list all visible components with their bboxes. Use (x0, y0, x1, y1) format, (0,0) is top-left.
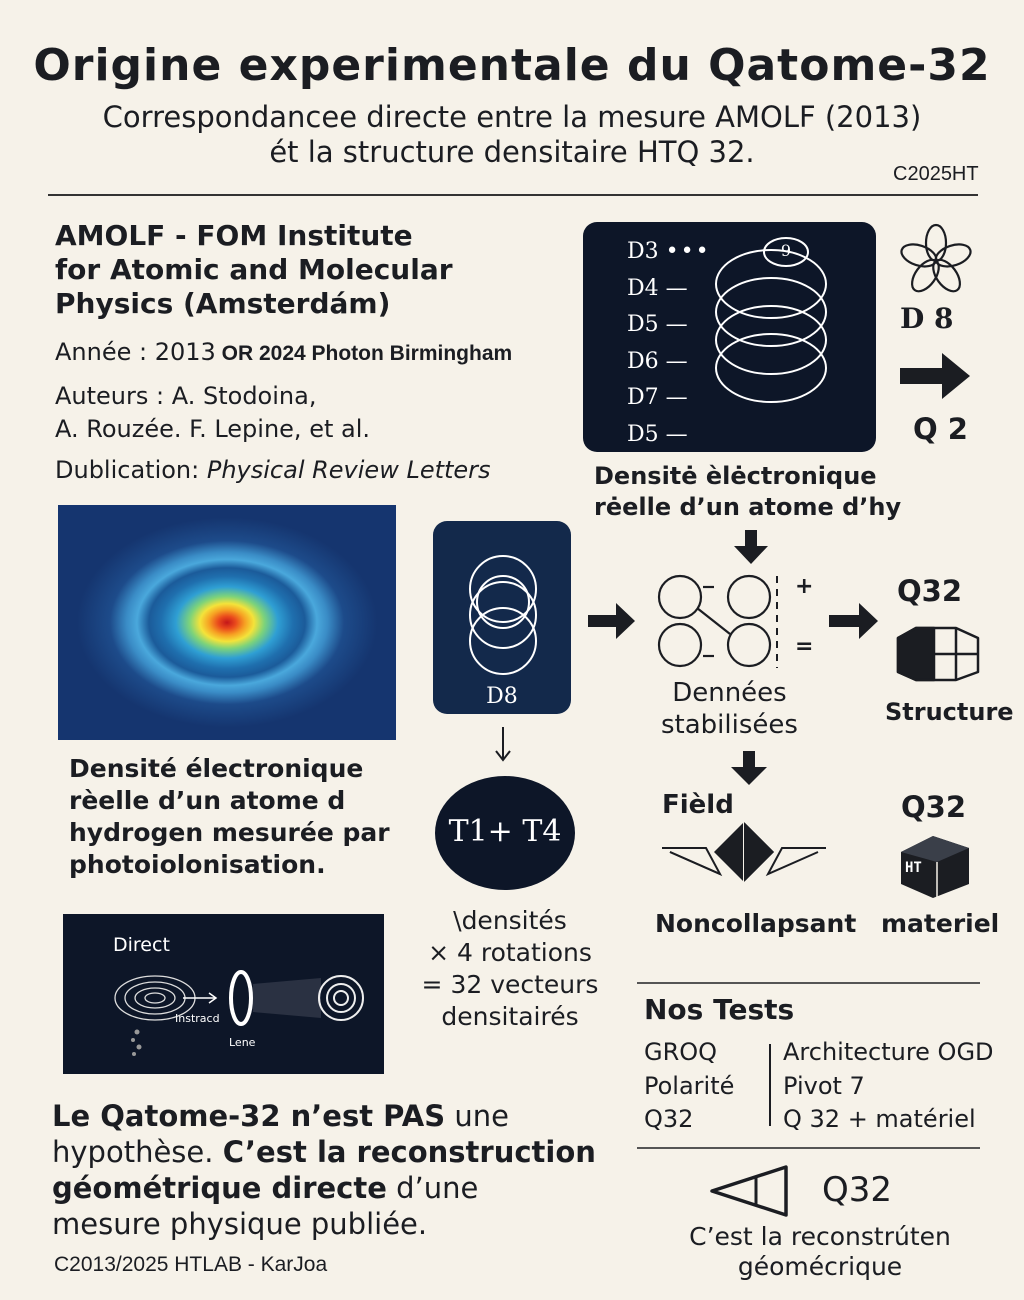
authors-line-2: A. Rouzée. F. Lepine, et al. (55, 415, 370, 443)
journal-name: Physical Review Letters (206, 456, 491, 484)
level-item: D3 ••• (627, 239, 711, 264)
tests-left-item: Q32 (644, 1105, 694, 1133)
tests-title: Nos Tests (644, 993, 795, 1026)
authors-line-1: Auteurs : A. Stodoina, (55, 382, 317, 410)
thin-arrow-down-icon (492, 727, 514, 763)
density-caption-left-line-3: hydrogen mesurée par (69, 818, 390, 847)
density-caption-right-line-1: Densitė èlėctronique (594, 462, 877, 490)
density-caption-right (594, 461, 901, 523)
t1-t4-label: T1+ T4 (448, 814, 562, 849)
material-q-label: Q32 (901, 790, 967, 824)
header-code: C2025HT (893, 163, 979, 185)
publication-label: Dublication: (55, 456, 207, 484)
conclusion-line-2: hypothèse. C’est la reconstruction (52, 1135, 596, 1169)
hexagonal-structure-icon (894, 624, 984, 684)
bottom-right-line-2: géomécrique (737, 1252, 903, 1281)
page-subtitle (0, 100, 1024, 170)
instracd-label: Instracd (175, 1012, 220, 1025)
bottom-right-caption (640, 1222, 1000, 1282)
authors (55, 380, 370, 446)
stacked-orbitals-icon (583, 222, 876, 452)
arrow-down-icon (731, 751, 767, 785)
tests-top-divider (637, 982, 980, 984)
structure-label: Structure (885, 698, 1014, 726)
bottom-right-line-1: C’est la reconstrúten (689, 1222, 951, 1251)
density-caption-left-line-2: rèelle d’un atome d (69, 786, 346, 815)
subtitle-line-2: ét la structure densitaire HTQ 32. (269, 135, 755, 169)
cone-projection-icon (708, 1163, 792, 1219)
material-cube-text: HT (905, 860, 922, 876)
lene-label: Lene (229, 1036, 256, 1049)
experiment-schematic (63, 914, 384, 1074)
conclusion-line-4: mesure physique publiée. (52, 1207, 428, 1241)
tests-right-item: Architecture OGD (783, 1038, 994, 1066)
field-diamond-icon (660, 818, 828, 884)
year-value: 2013 (154, 338, 216, 366)
stabilized-caption (661, 677, 798, 741)
tests-column-divider (769, 1044, 771, 1126)
stabilized-orbitals-icon (652, 572, 792, 670)
rotations-line-2: × 4 rotations (428, 938, 592, 967)
tests-right-column (783, 1036, 994, 1137)
publication-row (55, 456, 491, 484)
density-caption-right-line-2: rėelle d’un atome d’hy (594, 493, 902, 521)
equals-sign: = (795, 634, 814, 659)
imaging-setup-icon (63, 914, 384, 1074)
rotations-text (410, 905, 610, 1033)
electron-density-heatmap (58, 505, 396, 740)
institute-line-3: Physics (Amsterdám) (55, 287, 391, 320)
arrow-right-icon (900, 353, 972, 399)
header-divider (48, 194, 978, 196)
arrow-down-icon (734, 530, 768, 564)
year-row (55, 338, 512, 366)
institute-name (55, 219, 453, 321)
level-item: D5 — (627, 312, 688, 337)
bottom-q32-label: Q32 (822, 1170, 893, 1210)
year-note: OR 2024 Photon Birmingham (215, 342, 513, 365)
level-item: D5 — (627, 421, 688, 447)
conclusion-statement (52, 1098, 596, 1242)
d8-card-label: D8 (486, 684, 518, 709)
density-caption-left (69, 753, 390, 881)
plus-sign: + (795, 574, 814, 599)
density-caption-left-line-4: photoiolonisation. (69, 850, 326, 879)
level-item: D7 — (627, 385, 688, 410)
rotations-line-1: \densités (453, 906, 567, 935)
d8-card (433, 521, 571, 714)
page-title: Origine experimentale du Qatome-32 (33, 40, 991, 91)
density-caption-left-line-1: Densité électronique (69, 754, 364, 783)
year-label: Année : (55, 338, 155, 366)
orbital-badge: 9 (780, 241, 792, 260)
t1-t4-circle (435, 776, 575, 890)
level-item: D6 — (627, 348, 688, 374)
institute-line-1: AMOLF - FOM Institute (55, 219, 413, 252)
subtitle-line-1: Correspondancee directe entre la mesure AMOLF (2013) (102, 100, 922, 134)
stabilized-caption-line-2: stabilisées (661, 710, 798, 740)
arrow-right-icon (829, 603, 879, 639)
rotations-line-3: = 32 vecteurs (421, 970, 599, 999)
structure-q-label: Q32 (897, 574, 963, 608)
tests-bottom-divider (637, 1147, 980, 1149)
footer-copyright: C2013/2025 HTLAB - KarJoa (54, 1253, 328, 1276)
tests-left-item: GROQ (644, 1038, 718, 1066)
institute-line-2: for Atomic and Molecular (55, 253, 453, 286)
conclusion-line-3: géométrique directe d’une (52, 1171, 479, 1205)
tests-right-item: Pivot 7 (783, 1071, 865, 1100)
flower-orbital-icon (893, 223, 979, 299)
tests-left-column (644, 1036, 734, 1137)
orbital-levels-panel (583, 222, 876, 452)
arrow-right-icon (588, 603, 636, 639)
tests-right-item: Q 32 + matériel (783, 1105, 976, 1133)
direct-label: Direct (113, 934, 170, 956)
rotations-line-4: densitairés (441, 1002, 579, 1031)
tests-left-item: Polarité (644, 1071, 735, 1100)
material-label: materiel (881, 909, 1000, 938)
stabilized-caption-line-1: Dennées (672, 678, 787, 708)
level-item: D4 — (627, 275, 688, 301)
d8-side-label: D 8 (900, 302, 954, 335)
q2-side-label: Q 2 (913, 412, 968, 446)
conclusion-line-1: Le Qatome-32 n’est PAS une (52, 1099, 509, 1133)
noncollapsant-label: Noncollapsant (655, 909, 857, 938)
field-label: Fièld (662, 790, 734, 820)
